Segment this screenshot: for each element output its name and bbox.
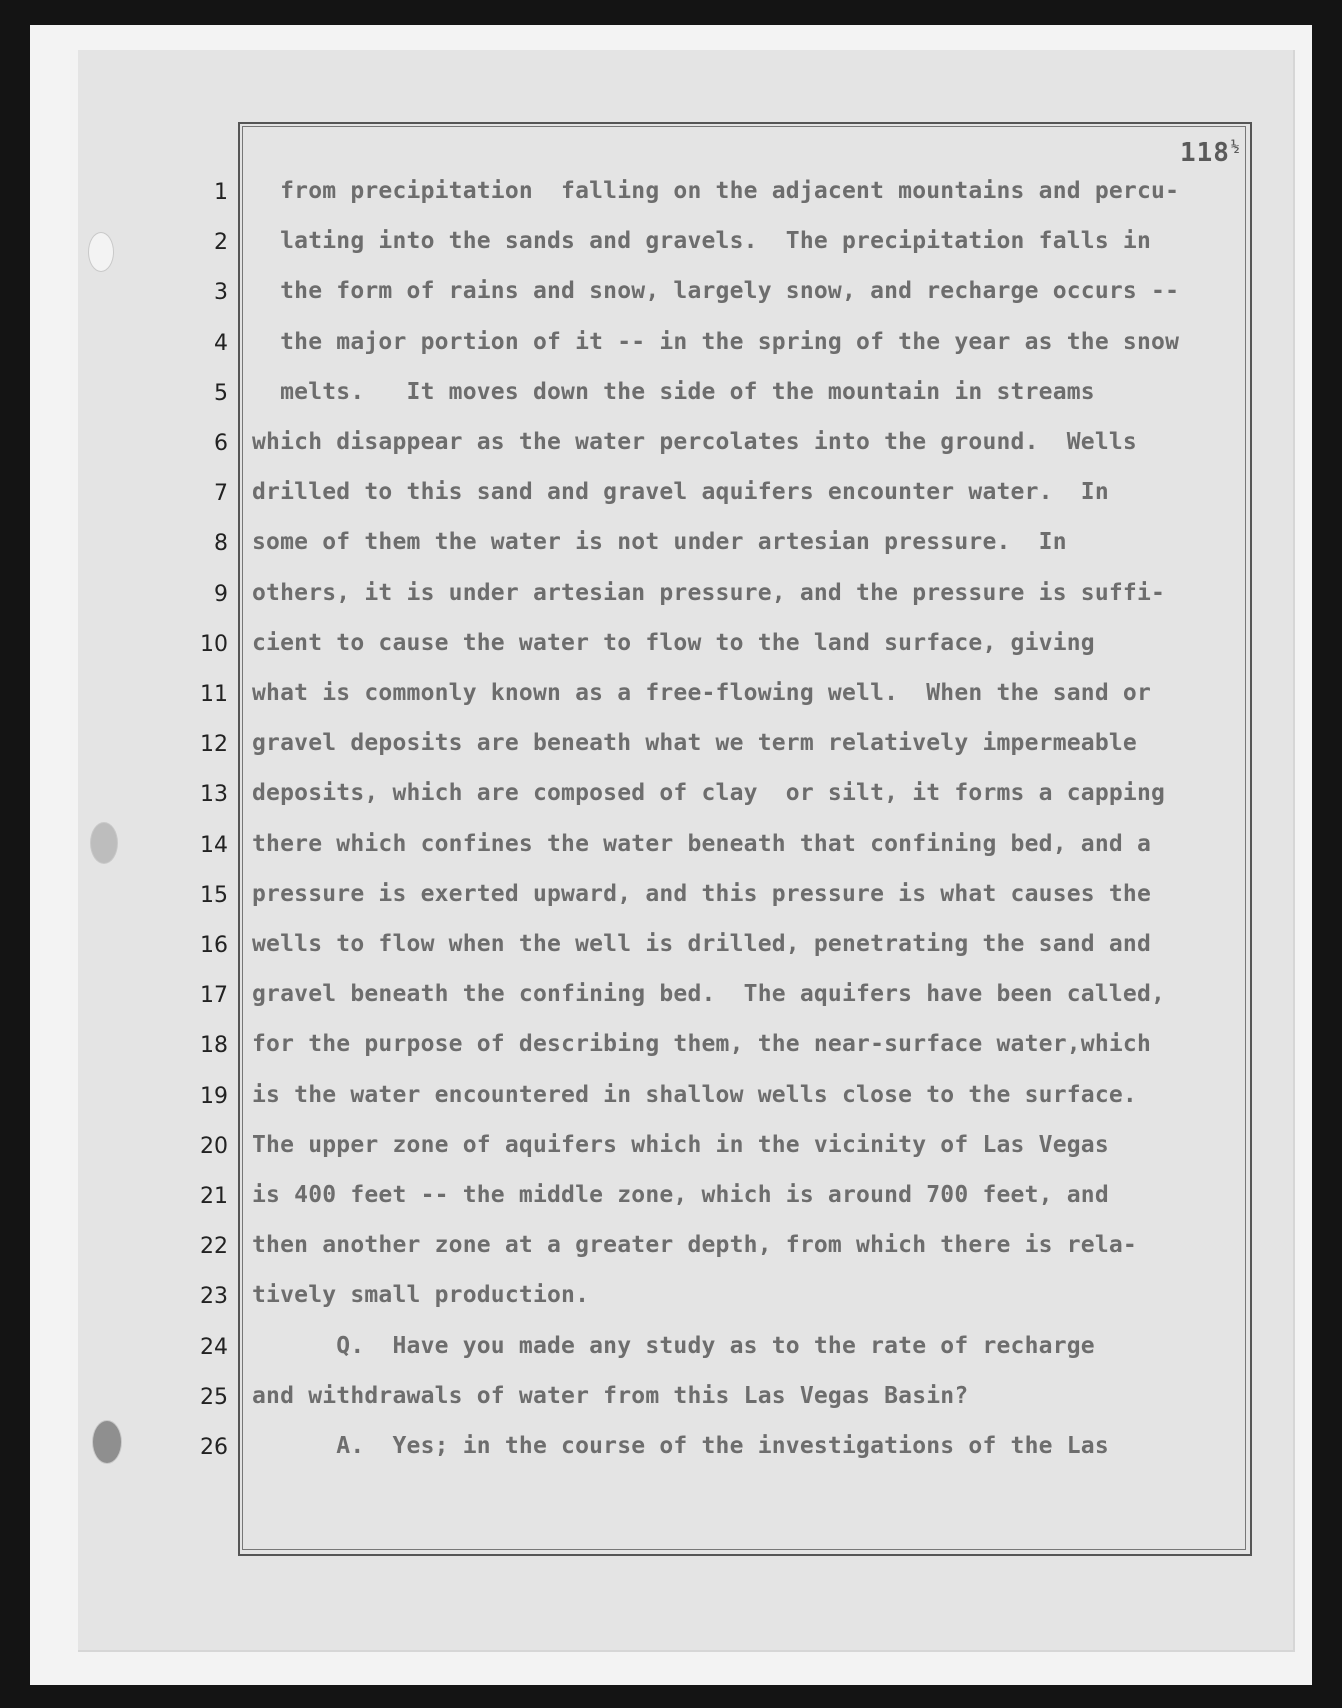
transcript-line: from precipitation falling on the adjacent mountains and percu- bbox=[252, 178, 1180, 204]
transcript-line: cient to cause the water to flow to the land surface, giving bbox=[252, 629, 1095, 656]
transcript-line: is the water encountered in shallow wells close to the surface. bbox=[252, 1081, 1137, 1108]
transcript-line: the form of rains and snow, largely snow, and recharge occurs -- bbox=[252, 278, 1180, 305]
line-number: 4 bbox=[214, 330, 228, 356]
line-number: 17 bbox=[200, 983, 228, 1009]
line-number: 15 bbox=[200, 882, 228, 908]
binder-hole bbox=[88, 232, 114, 272]
line-number: 1 bbox=[214, 180, 228, 205]
transcript-line: which disappear as the water percolates into the ground. Wells bbox=[252, 429, 1137, 455]
transcript-line: there which confines the water beneath that confining bed, and a bbox=[252, 830, 1152, 857]
transcript-line: then another zone at a greater depth, from which there is rela- bbox=[252, 1232, 1137, 1259]
transcript-line: is 400 feet -- the middle zone, which is around 700 feet, and bbox=[252, 1182, 1109, 1208]
line-number: 3 bbox=[214, 280, 228, 306]
transcript-line: the major portion of it -- in the spring of the year as the snow bbox=[252, 328, 1180, 355]
line-number: 26 bbox=[200, 1435, 228, 1460]
page-number bbox=[1180, 138, 1240, 168]
transcript-line: melts. It moves down the side of the mountain in streams bbox=[252, 378, 1095, 405]
line-number: 23 bbox=[200, 1284, 228, 1310]
transcript-line: for the purpose of describing them, the near-surface water,which bbox=[252, 1031, 1152, 1058]
line-number: 18 bbox=[200, 1033, 228, 1059]
line-number: 22 bbox=[200, 1234, 228, 1260]
transcript-line: gravel deposits are beneath what we term relatively impermeable bbox=[252, 730, 1137, 757]
line-number: 20 bbox=[200, 1133, 228, 1159]
transcript-line: The upper zone of aquifers which in the vicinity of Las Vegas bbox=[252, 1131, 1109, 1158]
transcript-line: deposits, which are composed of clay or silt, it forms a capping bbox=[252, 780, 1166, 807]
line-number: 14 bbox=[200, 832, 228, 858]
line-number: 19 bbox=[200, 1083, 228, 1109]
line-number: 5 bbox=[214, 380, 228, 406]
line-number: 12 bbox=[200, 732, 228, 758]
transcript-line: pressure is exerted upward, and this pressure is what causes the bbox=[252, 880, 1152, 907]
line-number: 2 bbox=[214, 230, 228, 256]
page-number-fraction: ½ bbox=[1230, 139, 1241, 156]
line-number: 11 bbox=[200, 682, 228, 707]
transcript-line: gravel beneath the confining bed. The aquifers have been called, bbox=[252, 981, 1166, 1008]
transcript-line: lating into the sands and gravels. The precipitation falls in bbox=[252, 228, 1152, 255]
page-number-main: 118 bbox=[1180, 138, 1230, 168]
transcript-line: some of them the water is not under artesian pressure. In bbox=[252, 529, 1067, 556]
binder-hole bbox=[92, 1420, 122, 1464]
transcript-line: others, it is under artesian pressure, and the pressure is suffi- bbox=[252, 579, 1166, 606]
line-number: 7 bbox=[214, 481, 228, 507]
line-number: 8 bbox=[214, 531, 228, 557]
transcript-line: wells to flow when the well is drilled, penetrating the sand and bbox=[252, 931, 1152, 957]
transcript-line: tively small production. bbox=[252, 1282, 590, 1309]
line-number: 21 bbox=[200, 1184, 228, 1209]
transcript-line: Q. Have you made any study as to the rate of recharge bbox=[252, 1332, 1095, 1359]
line-number: 13 bbox=[200, 782, 228, 808]
transcript-line: drilled to this sand and gravel aquifers encounter water. In bbox=[252, 479, 1109, 506]
line-number: 16 bbox=[200, 933, 228, 958]
line-number: 25 bbox=[200, 1384, 228, 1410]
line-number: 10 bbox=[200, 631, 228, 657]
transcript-line: what is commonly known as a free-flowing well. When the sand or bbox=[252, 680, 1152, 706]
line-number: 24 bbox=[200, 1334, 228, 1360]
transcript-line: and withdrawals of water from this Las Vegas Basin? bbox=[252, 1382, 969, 1409]
line-number: 9 bbox=[214, 581, 228, 607]
binder-hole bbox=[90, 822, 118, 864]
line-number: 6 bbox=[214, 431, 228, 456]
transcript-line: A. Yes; in the course of the investigations of the Las bbox=[252, 1433, 1109, 1459]
